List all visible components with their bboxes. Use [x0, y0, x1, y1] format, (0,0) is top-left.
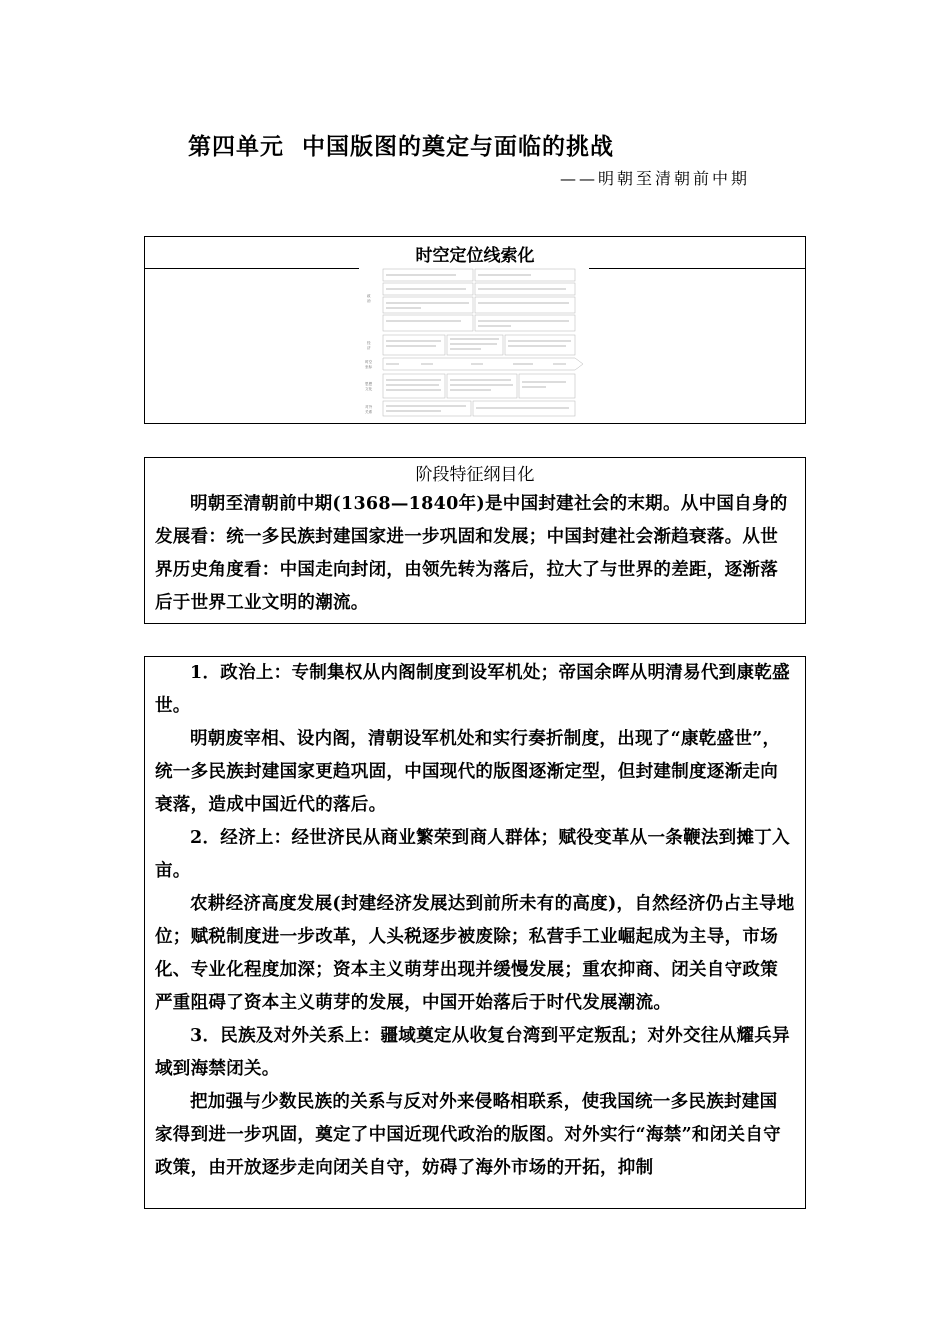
row-label: 对外 — [365, 405, 373, 409]
section-heading: 3．民族及对外关系上：疆域奠定从收复台湾到平定叛乱；对外交往从耀兵异域到海禁闭关。 — [155, 1026, 790, 1079]
diagram-cell — [383, 401, 471, 416]
diagram-cell — [475, 297, 575, 313]
row-label: 治 — [367, 299, 371, 303]
row-label: 思想 — [365, 382, 373, 386]
section-heading: 1．政治上：专制集权从内阁制度到设军机处；帝国余晖从明清易代到康乾盛世。 — [155, 663, 790, 716]
divider-right — [589, 268, 805, 269]
timeline-heading: 时空定位线索化 — [415, 246, 535, 266]
diagram-cell — [383, 335, 445, 355]
timeline-box — [144, 236, 806, 424]
unit-title: 中国版图的奠定与面临的挑战 — [302, 134, 614, 160]
row-label: 时空 — [365, 360, 373, 364]
section-body: 把加强与少数民族的关系与反对外来侵略相联系，使我国统一多民族封建国家得到进一步巩固，奠定了中国近现代政治的版图。对外实行“海禁”和闭关自守政策，由开放逐步走向闭关自守，妨碍了海外市场的开拓，抑制 — [155, 1092, 781, 1178]
row-label: 济 — [367, 346, 371, 350]
row-label: 政 — [367, 294, 371, 298]
diagram-cell — [383, 297, 473, 313]
diagram-cell — [475, 315, 575, 331]
stage-features-box — [144, 457, 806, 624]
section-body: 明朝废宰相、设内阁，清朝设军机处和实行奏折制度，出现了“康乾盛世”，统一多民族封建国家更趋巩固，中国现代的版图逐渐定型，但封建制度逐渐走向衰落，造成中国近代的落后。 — [155, 729, 781, 815]
row-label: 文化 — [365, 387, 373, 391]
stage-paragraph: 明朝至清朝前中期(1368—1840年)是中国封建社会的末期。从中国自身的发展看：统一多民族封建国家进一步巩固和发展；中国封建社会渐趋衰落。从世界历史角度看：中国走向封闭，由领先转为落后，拉大了与世界的差距，逐渐落后于世界工业文明的潮流。 — [155, 494, 788, 613]
timeline-diagram — [361, 267, 593, 417]
divider-left — [145, 268, 359, 269]
row-label: 坐标 — [365, 365, 373, 369]
diagram-cell — [383, 374, 445, 398]
section-body: 农耕经济高度发展(封建经济发展达到前所未有的高度)，自然经济仍占主导地位；赋税制度进一步改革，人头税逐步被废除；私营手工业崛起成为主导，市场化、专业化程度加深；资本主义萌芽出现并缓慢发展；重农抑商、闭关自守政策严重阻碍了资本主义萌芽的发展，中国开始落后于时代发展潮流。 — [155, 894, 795, 1013]
diagram-cell — [447, 335, 503, 355]
content-box — [144, 656, 806, 1209]
page-title — [188, 128, 788, 161]
row-label: 经 — [367, 341, 371, 345]
page-subtitle: ——明朝至清朝前中期 — [560, 169, 751, 188]
diagram-cell — [505, 335, 575, 355]
section-heading: 2．经济上：经世济民从商业繁荣到商人群体；赋役变革从一条鞭法到摊丁入亩。 — [155, 828, 790, 881]
diagram-cell — [447, 374, 517, 398]
diagram-cell — [519, 374, 575, 398]
diagram-cell — [383, 315, 473, 331]
unit-label: 第四单元 — [188, 134, 284, 160]
stage-heading: 阶段特征纲目化 — [415, 465, 535, 485]
row-label: 关系 — [365, 410, 373, 414]
